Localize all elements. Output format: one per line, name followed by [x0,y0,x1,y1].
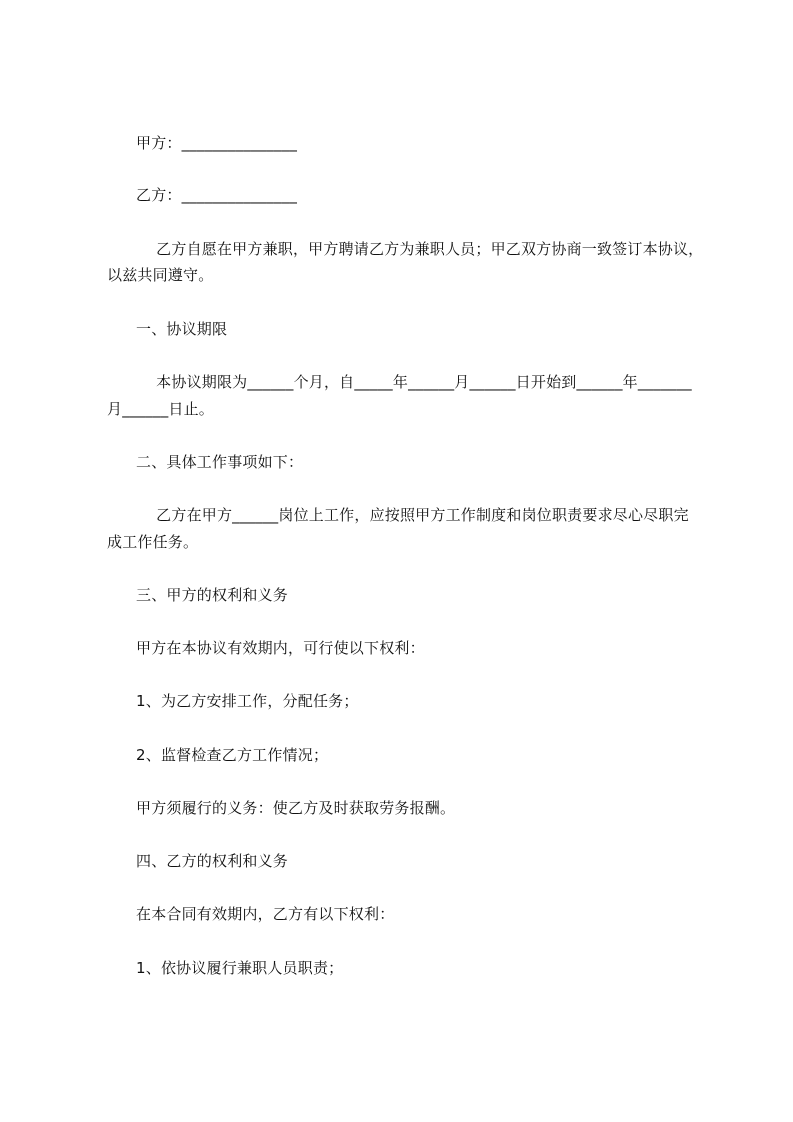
party-b-rights-intro: 在本合同有效期内，乙方有以下权利： [136,905,395,923]
party-a-duty: 甲方须履行的义务：使乙方及时获取劳务报酬。 [136,799,456,817]
term-paragraph-line-2: 月______日止。 [107,400,215,418]
intro-paragraph-line-2: 以兹共同遵守。 [107,266,214,284]
term-paragraph-line-1: 本协议期限为______个月，自_____年______月______日开始到______年_______ [136,373,692,391]
party-a-rights-intro: 甲方在本协议有效期内，可行使以下权利： [136,639,425,657]
section-2-title: 二、具体工作事项如下： [136,453,304,471]
section-3-title: 三、甲方的权利和义务 [136,586,289,604]
party-a-right-2: 2、监督检查乙方工作情况； [136,746,329,764]
work-paragraph-line-2: 成工作任务。 [107,533,199,551]
party-b-line: 乙方：_______________ [136,186,298,204]
intro-paragraph-line-1: 乙方自愿在甲方兼职，甲方聘请乙方为兼职人员；甲乙双方协商一致签订本协议， [136,240,704,258]
section-1-title: 一、协议期限 [136,320,228,338]
section-4-title: 四、乙方的权利和义务 [136,852,289,870]
party-a-right-1: 1、为乙方安排工作，分配任务； [136,692,359,710]
party-b-right-1: 1、依协议履行兼职人员职责； [136,959,344,977]
party-a-line: 甲方：_______________ [136,134,298,152]
work-paragraph-line-1: 乙方在甲方______岗位上工作，应按照甲方工作制度和岗位职责要求尽心尽职完 [136,506,689,524]
